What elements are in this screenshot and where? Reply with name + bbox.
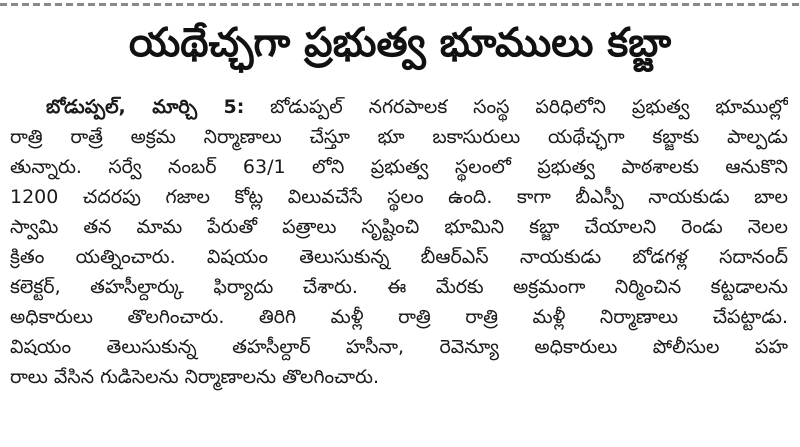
article-body: [10, 92, 788, 392]
article-line-2: రాత్రి రాత్రే అక్రమ నిర్మాణాలు చేస్తూ భూ బకాసురులు యథేచ్ఛగా కబ్జాకు పాల్పడు: [10, 126, 788, 148]
article-line-8: అధికారులు తొలగించారు. తిరిగి మళ్లీ రాత్రి రాత్రి మళ్లీ నిర్మాణాలు చేపట్టాడు.: [10, 306, 788, 328]
article-line-5: స్వామి తన మామ పేరుతో పత్రాలు సృష్టించి భూమిని కబ్జా చేయాలని రెండు నెలల: [10, 216, 788, 238]
article-line-10: రాలు వేసిన గుడిసెలను నిర్మాణాలను తొలగించారు.: [10, 366, 380, 388]
article-headline: యథేచ్ఛగా ప్రభుత్వ భూములు కబ్జా: [128, 20, 672, 66]
article-line-4: 1200 చదరపు గజాల కోట్ల విలువచేసే స్థలం ఉంది. కాగా బీఎస్పీ నాయకుడు బాల: [10, 186, 788, 208]
article-line-9: విషయం తెలుసుకున్న తహసీల్దార్ హసీనా, రెవెన్యూ అధికారులు పోలీసుల పహ: [10, 336, 788, 358]
article-line-7: కలెక్టర్, తహసీల్దార్కు ఫిర్యాదు చేశారు. ఈ మేరకు అక్రమంగా నిర్మించిన కట్టడాలను: [10, 276, 788, 298]
clipped-text-fragment: [0, 3, 800, 6]
dateline: బోడుప్పల్, మార్చి 5:: [46, 96, 245, 118]
article-line-1-text: బోడుప్పల్ నగరపాలక సంస్థ పరిధిలోని ప్రభుత్వ భూముల్లో: [244, 96, 788, 118]
clipped-previous-line: [0, 0, 800, 8]
article-line-6: క్రితం యత్నించారు. విషయం తెలుసుకున్న బీఆర్ఎస్ నాయకుడు బోడగళ్ల సదానంద్: [10, 246, 788, 268]
article-line-3: తున్నారు. సర్వే నంబర్ 63/1 లోని ప్రభుత్వ స్థలంలో ప్రభుత్వ పాఠశాలకు ఆనుకొని: [10, 156, 788, 178]
article-line-1: [10, 92, 788, 122]
